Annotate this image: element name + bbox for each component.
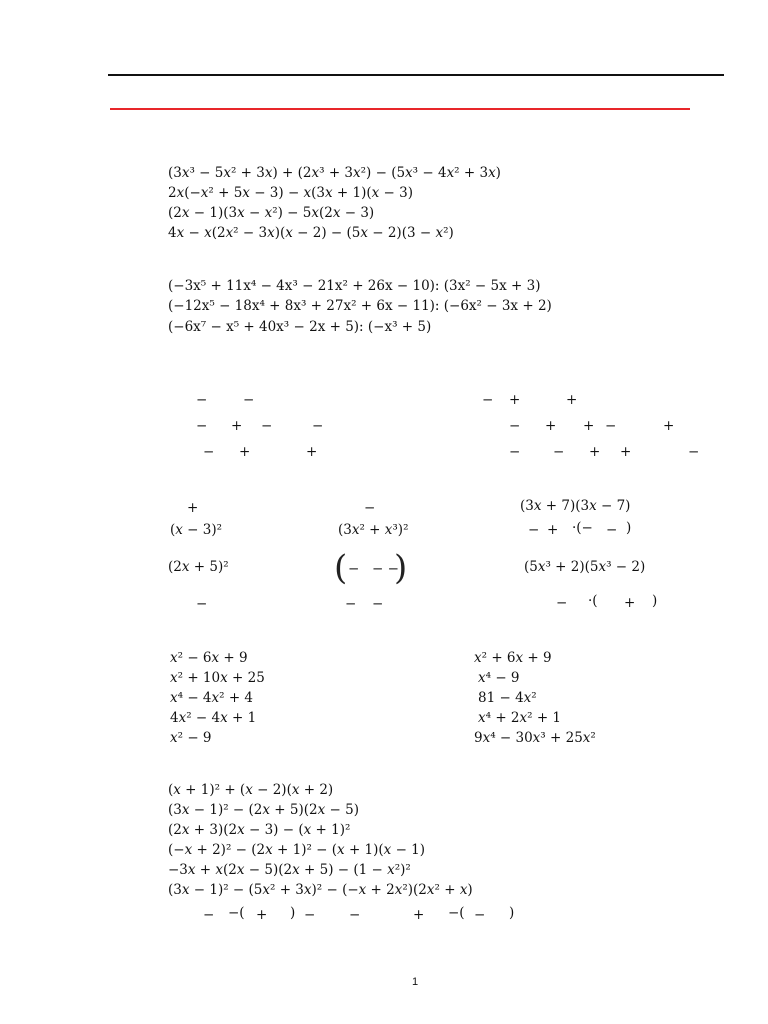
paren-fragment: ·(− [572, 520, 593, 536]
sign: + [239, 444, 251, 460]
paren-fragment: ·( [588, 593, 598, 609]
sign: − − [372, 561, 399, 577]
factor-expr: 𝑥² + 6𝑥 + 9 [474, 650, 552, 666]
sign: − [688, 444, 700, 460]
factor-expr: 81 − 4𝑥² [478, 690, 537, 706]
sign: − [474, 907, 486, 923]
square-expr: (2𝑥 + 5)² [168, 559, 229, 575]
sign: − [556, 595, 568, 611]
sign: − [509, 418, 521, 434]
paren-fragment: −( [228, 905, 245, 921]
sign: + [231, 418, 243, 434]
header-rule [108, 74, 724, 76]
right-paren: ) [394, 548, 408, 588]
factor-expr: 𝑥⁴ − 9 [478, 670, 520, 686]
expr-1-1: (3𝑥³ − 5𝑥² + 3𝑥) + (2𝑥³ + 3𝑥²) − (5𝑥³ − 4𝑥² + 3𝑥) [168, 165, 501, 181]
simplify-expr: −3𝑥 + 𝑥(2𝑥 − 5)(2𝑥 + 5) − (1 − 𝑥²)² [168, 862, 411, 878]
simplify-expr: (3𝑥 − 1)² − (5𝑥² + 3𝑥)² − (−𝑥 + 2𝑥²)(2𝑥² + 𝑥) [168, 882, 473, 898]
sign: − [482, 392, 494, 408]
division-3: (−6x⁷ − x⁵ + 40x³ − 2x + 5): (−x³ + 5) [168, 319, 432, 335]
factor-expr: 4𝑥² − 4𝑥 + 1 [170, 710, 257, 726]
sign: + [566, 392, 578, 408]
simplify-expr: (3𝑥 − 1)² − (2𝑥 + 5)(2𝑥 − 5) [168, 802, 359, 818]
sign: − [348, 561, 360, 577]
sign: + [589, 444, 601, 460]
product-expr: (3𝑥 + 7)(3𝑥 − 7) [520, 498, 631, 514]
sign: − [243, 392, 255, 408]
paren-fragment: ) [626, 520, 632, 536]
simplify-expr: (−𝑥 + 2)² − (2𝑥 + 1)² − (𝑥 + 1)(𝑥 − 1) [168, 842, 426, 858]
sign: − [372, 596, 384, 612]
sign: − [605, 418, 617, 434]
square-expr: (3𝑥² + 𝑥³)² [338, 522, 409, 538]
sign: + [306, 444, 318, 460]
simplify-expr: (2𝑥 + 3)(2𝑥 − 3) − (𝑥 + 1)² [168, 822, 351, 838]
sign: − [509, 444, 521, 460]
sign: + [583, 418, 595, 434]
simplify-expr: (𝑥 + 1)² + (𝑥 − 2)(𝑥 + 2) [168, 782, 334, 798]
division-2: (−12x⁵ − 18x⁴ + 8x³ + 27x² + 6x − 11): (−6x² − 3x + 2) [168, 298, 552, 314]
square-expr: (𝑥 − 3)² [170, 522, 223, 538]
product-expr: (5𝑥³ + 2)(5𝑥³ − 2) [524, 559, 646, 575]
accent-rule [110, 108, 690, 110]
sign: + [547, 522, 559, 538]
factor-expr: 𝑥² − 6𝑥 + 9 [170, 650, 248, 666]
factor-expr: 𝑥⁴ + 2𝑥² + 1 [478, 710, 562, 726]
sign: − [528, 522, 540, 538]
sign: + [545, 418, 557, 434]
factor-expr: 9𝑥⁴ − 30𝑥³ + 25𝑥² [474, 730, 596, 746]
sign: − [606, 522, 618, 538]
sign: − [196, 596, 208, 612]
sign: + [256, 907, 268, 923]
sign: − [364, 500, 376, 516]
expr-1-3: (2𝑥 − 1)(3𝑥 − 𝑥²) − 5𝑥(2𝑥 − 3) [168, 205, 375, 221]
sign: − [349, 907, 361, 923]
sign: − [304, 907, 316, 923]
division-1: (−3x⁵ + 11x⁴ − 4x³ − 21x² + 26x − 10): (3x² − 5x + 3) [168, 278, 541, 294]
sign: + [663, 418, 675, 434]
left-paren: ( [334, 548, 348, 588]
page-number: 1 [412, 976, 419, 988]
expr-1-2: 2𝑥(−𝑥² + 5𝑥 − 3) − 𝑥(3𝑥 + 1)(𝑥 − 3) [168, 185, 414, 201]
paren-fragment: ) [652, 593, 658, 609]
sign: + [413, 907, 425, 923]
sign: − [203, 444, 215, 460]
factor-expr: 𝑥² + 10𝑥 + 25 [170, 670, 265, 686]
sign: − [196, 392, 208, 408]
sign: − [196, 418, 208, 434]
sign: − [261, 418, 273, 434]
sign: + [624, 595, 636, 611]
factor-expr: 𝑥⁴ − 4𝑥² + 4 [170, 690, 254, 706]
paren-fragment: −( [448, 905, 465, 921]
sign: + [509, 392, 521, 408]
expr-1-4: 4𝑥 − 𝑥(2𝑥² − 3𝑥)(𝑥 − 2) − (5𝑥 − 2)(3 − 𝑥²) [168, 225, 454, 241]
sign: − [345, 596, 357, 612]
factor-expr: 𝑥² − 9 [170, 730, 212, 746]
sign: + [620, 444, 632, 460]
sign: − [553, 444, 565, 460]
sign: − [203, 907, 215, 923]
sign: − [312, 418, 324, 434]
paren-fragment: ) [509, 905, 515, 921]
paren-fragment: ) [290, 905, 296, 921]
sign: + [187, 500, 199, 516]
